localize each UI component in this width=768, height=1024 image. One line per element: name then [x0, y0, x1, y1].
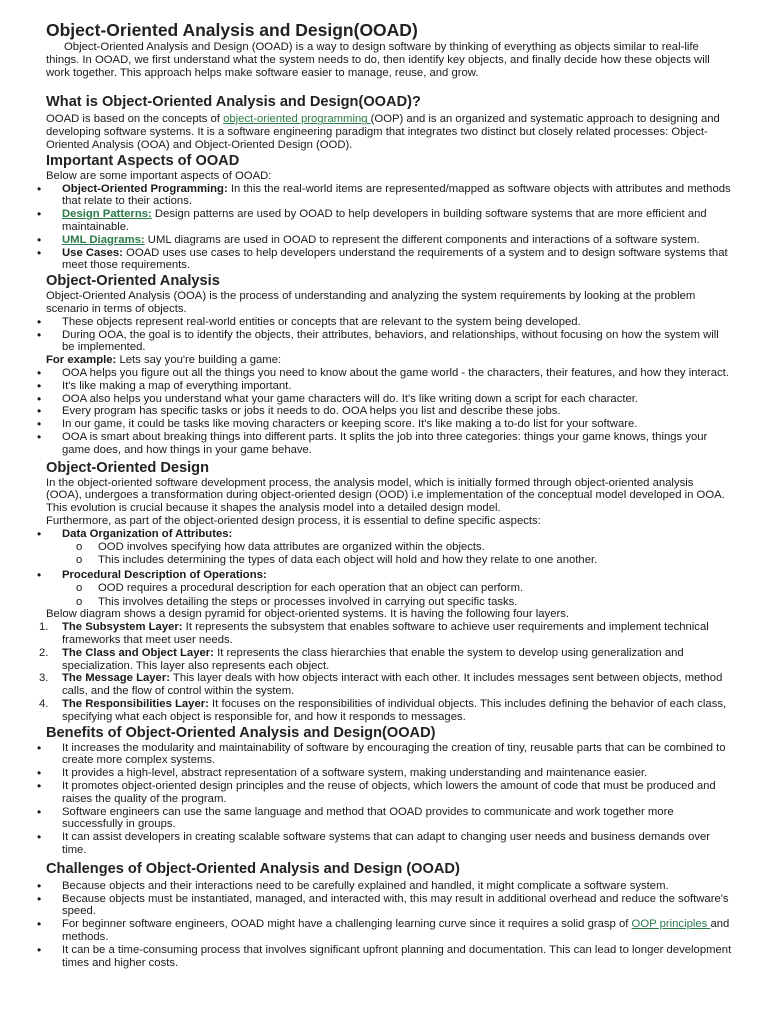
- intro-paragraph: Object-Oriented Analysis and Design (OOAD) is a way to design software by thinking of everything as objects similar to real-life things. In OOAD, we first understand what the system needs to do, then identify key objects, and finally decide how these objects will work together. This approach helps make software easier to manage, reuse, and grow.: [46, 41, 710, 79]
- sub-list: [36, 541, 732, 568]
- layer-text: It represents the class hierarchies that enable the system to develop using generalization and specialization. This layer also represents each object.: [62, 646, 684, 672]
- ood-aspects-intro: Furthermore, as part of the object-oriented design process, it is essential to define specific aspects:: [46, 514, 541, 527]
- aspect-text: In this the real-world items are represented/mapped as software objects with attributes and methods that relate to their actions.: [62, 182, 731, 208]
- list-item: • It promotes object-oriented design principles and the reuse of objects, which lowers the amount of code that must be produced and raises the quality of the program.: [62, 780, 732, 806]
- challenges-list: [36, 880, 732, 970]
- pyramid-intro: Below diagram shows a design pyramid for object-oriented systems. It is having the following four layers.: [46, 608, 570, 621]
- layer-term: The Class and Object Layer:: [62, 646, 214, 659]
- list-item: [62, 208, 732, 234]
- list-item: • OOA helps you figure out all the things you need to know about the game world - the characters, their features, and how they interact.: [62, 367, 732, 380]
- oop-principles-link[interactable]: OOP principles: [631, 918, 711, 931]
- layer-term: The Message Layer:: [62, 672, 170, 685]
- ood-aspects-list: [36, 528, 732, 609]
- aspects-intro: Below are some important aspects of OOAD:: [46, 169, 272, 182]
- sub-list-item: o OOD requires a procedural description for each operation that an object can perform.: [98, 582, 732, 595]
- layer-text: This layer deals with how objects interact with each other. It includes messages sent between objects, method calls, and the flow of control within the system.: [62, 672, 723, 698]
- sub-list-item: o This includes determining the types of data each object will hold and how they relate to one another.: [98, 554, 732, 567]
- list-item: [39, 672, 732, 698]
- challenge-text-before: For beginner software engineers, OOAD might have a challenging learning curve since it requires a solid grasp of: [62, 918, 632, 931]
- list-item: • In our game, it could be tasks like moving characters or keeping score. It's like making a to-do list for your software.: [62, 418, 732, 431]
- challenge-text-after: and methods.: [62, 918, 730, 944]
- example-points: [36, 367, 732, 457]
- list-item: • It can assist developers in creating scalable software systems that can adapt to changing user needs and business demands over time.: [62, 831, 732, 857]
- list-item: • During OOA, the goal is to identify the objects, their attributes, behaviors, and relationships, without focusing on how the system will be implemented.: [62, 329, 732, 355]
- ooa-paragraph: Object-Oriented Analysis (OOA) is the process of understanding and analyzing the system requirements by looking at the problem scenario in terms of objects.: [46, 290, 696, 315]
- item-number: 1.: [39, 621, 49, 634]
- item-number: 3.: [39, 672, 49, 685]
- aspects-list: [36, 183, 732, 273]
- aspect-text: Design patterns are used by OOAD to help developers in building software systems that are more efficient and maintainable.: [62, 208, 707, 233]
- design-patterns-link[interactable]: Design Patterns:: [62, 208, 152, 221]
- list-item: • It increases the modularity and maintainability of software by encouraging the creation of tiny, reusable parts that can be combined to create more complex systems.: [62, 742, 732, 768]
- layer-text: It focuses on the responsibilities of individual objects. This includes defining the behavior of each class, specifying what each object is responsible for, and how it responds to messages.: [62, 698, 727, 723]
- list-item: [62, 247, 732, 273]
- example-text: Lets say you're building a game:: [116, 354, 282, 367]
- what-is-text-after: (OOP) and is an organized and systematic approach to designing and developing software systems. It is a software engineering paradigm that integrates two distinct but closely related processes: Object-Oriented Analysis (OOA) and Object-Oriented Design (OOD).: [46, 113, 720, 151]
- oop-link[interactable]: object-oriented programming: [223, 113, 371, 126]
- list-item: [39, 621, 732, 647]
- section-heading-what-is: What is Object-Oriented Analysis and Design(OOAD)?: [46, 94, 421, 111]
- sub-list-item: o OOD involves specifying how data attributes are organized within the objects.: [98, 541, 732, 554]
- ood-aspect-term: Data Organization of Attributes:: [62, 527, 233, 540]
- section-heading-aspects: Important Aspects of OOAD: [46, 152, 240, 169]
- section-heading-benefits: Benefits of Object-Oriented Analysis and Design(OOAD): [46, 724, 436, 741]
- list-item: • Every program has specific tasks or jobs it needs to do. OOA helps you list and describe these jobs.: [62, 405, 732, 418]
- list-item: [39, 646, 732, 673]
- layer-term: The Responsibilities Layer:: [62, 698, 209, 711]
- list-item: [39, 698, 732, 724]
- ooa-points: [36, 316, 732, 354]
- ood-paragraph: In the object-oriented software development process, the analysis model, which is initially formed through object-oriented analysis (OOA), undergoes a transformation during object-oriented design (OOD) i.e implementation of the conceptual model developed in OOA. This evolution is crucial because it shapes the analysis model into a detailed design model.: [46, 476, 725, 515]
- list-item: • OOA is smart about breaking things into different parts. It splits the job into three categories: things your game knows, things your game does, and how things in your game behave.: [62, 431, 732, 457]
- list-item: • Because objects and their interactions need to be carefully explained and handled, it might complicate a software system.: [62, 880, 732, 893]
- ood-aspect-term: Procedural Description of Operations:: [62, 569, 267, 582]
- aspect-text: OOAD uses use cases to help developers understand the requirements of a system and to design software systems that meet those requirements.: [62, 246, 728, 272]
- layer-term: The Subsystem Layer:: [62, 621, 183, 634]
- aspect-text: UML diagrams are used in OOAD to represent the different components and interactions of a software system.: [144, 233, 700, 246]
- page-title: Object-Oriented Analysis and Design(OOAD): [46, 20, 418, 40]
- section-heading-challenges: Challenges of Object-Oriented Analysis and Design (OOAD): [46, 860, 460, 877]
- benefits-list: [36, 742, 732, 857]
- list-item: [62, 183, 732, 209]
- example-line: [46, 354, 732, 367]
- sub-list: [36, 582, 732, 609]
- pyramid-layers-list: [36, 621, 732, 723]
- section-heading-ood: Object-Oriented Design: [46, 459, 209, 476]
- list-item: • Software engineers can use the same language and method that OOAD provides to communicate and work together more successfully in groups.: [62, 806, 732, 832]
- what-is-paragraph: [46, 113, 732, 151]
- list-item: • Because objects must be instantiated, managed, and interacted with, this may result in additional overhead and reduce the software's speed.: [62, 893, 732, 919]
- list-item: [62, 528, 732, 567]
- layer-text: It represents the subsystem that enables software to achieve user requirements and implement technical frameworks that meet user needs.: [62, 621, 709, 647]
- example-label: For example:: [46, 354, 117, 367]
- section-heading-ooa: Object-Oriented Analysis: [46, 273, 220, 290]
- item-number: 2.: [39, 646, 49, 659]
- list-item: • OOA also helps you understand what your game characters will do. It's like writing down a script for each character.: [62, 393, 732, 406]
- list-item: [62, 918, 732, 944]
- sub-list-item: o This involves detailing the steps or processes involved in carrying out specific tasks.: [98, 596, 732, 609]
- uml-diagrams-link[interactable]: UML Diagrams:: [62, 233, 145, 246]
- what-is-text-before: OOAD is based on the concepts of: [46, 113, 224, 126]
- aspect-term: Use Cases:: [62, 246, 123, 259]
- list-item: [62, 234, 732, 247]
- list-item: • It provides a high-level, abstract representation of a software system, making understanding and maintenance easier.: [62, 767, 732, 780]
- list-item: • These objects represent real-world entities or concepts that are relevant to the system being developed.: [62, 316, 732, 329]
- list-item: [62, 569, 732, 608]
- item-number: 4.: [39, 698, 49, 711]
- list-item: • It's like making a map of everything important.: [62, 380, 732, 393]
- aspect-term: Object-Oriented Programming:: [62, 182, 228, 195]
- list-item: • It can be a time-consuming process that involves significant upfront planning and documentation. This can lead to longer development times and higher costs.: [62, 944, 732, 970]
